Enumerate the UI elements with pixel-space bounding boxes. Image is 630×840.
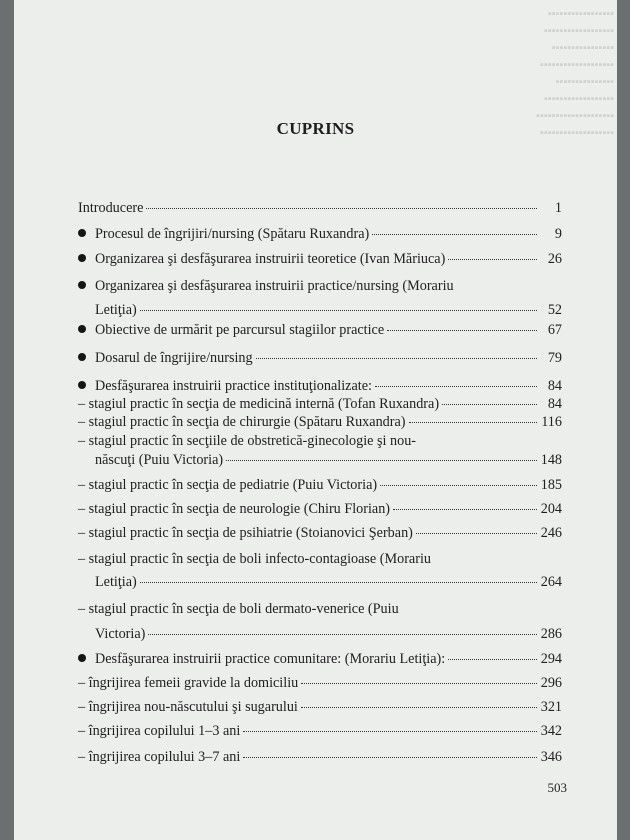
toc-entry: [78, 413, 562, 431]
entry-title-continued: Letiţia): [95, 574, 137, 590]
entry-title: – îngrijirea copilului 3–7 ani: [78, 749, 241, 765]
toc-entry: [78, 698, 562, 716]
toc-entry-introducere: [78, 199, 562, 217]
toc-entry: [78, 377, 562, 395]
dot-leader: [146, 208, 537, 209]
toc-entry: [78, 321, 562, 339]
book-page: [14, 0, 617, 840]
entry-title: Desfăşurarea instruirii practice comunitare: (Morariu Letiţia):: [95, 651, 446, 667]
entry-title: – îngrijirea femeii gravide la domiciliu: [78, 675, 299, 691]
entry-title: – stagiul practic în secţia de psihiatrie (Stoianovici Şerban): [78, 525, 413, 541]
toc-entry: [78, 500, 562, 518]
show-through-text: ▪▪▪▪▪▪▪▪▪▪▪▪▪▪▪▪▪ ▪▪▪▪▪▪▪▪▪▪▪▪▪▪▪▪▪▪ ▪▪▪▪▪▪▪▪▪▪▪▪▪▪▪▪ ▪▪▪▪▪▪▪▪▪▪▪▪▪▪▪▪▪▪▪ ▪▪▪▪▪▪▪▪▪▪▪▪▪▪▪ ▪▪▪▪▪▪▪▪▪▪▪▪▪▪▪▪▪▪ ▪▪▪▪▪▪▪▪▪▪▪▪▪▪▪▪▪▪▪▪ ▪▪▪▪▪▪▪▪▪▪▪▪▪▪▪▪▪▪▪: [536, 8, 614, 139]
toc-entry: [78, 432, 562, 469]
entry-page-number: 52: [547, 302, 562, 318]
toc-entry: [78, 722, 562, 740]
toc-entry: [78, 650, 562, 668]
bullet-icon: [78, 254, 86, 262]
entry-title-continued: Victoria): [95, 626, 146, 642]
dot-leader: [256, 358, 537, 359]
dot-leader: [148, 634, 537, 635]
dot-leader: [393, 509, 537, 510]
bullet-icon: [78, 229, 86, 237]
dot-leader: [380, 485, 537, 486]
entry-page-number: 84: [547, 378, 562, 394]
dot-leader: [140, 310, 537, 311]
bullet-icon: [78, 654, 86, 662]
dot-leader: [372, 234, 537, 235]
entry-page-number: 346: [540, 749, 562, 765]
entry-title: Obiective de urmărit pe parcursul stagiilor practice: [95, 322, 385, 338]
dot-leader: [140, 582, 537, 583]
entry-title: – stagiul practic în secţia de medicină internă (Tofan Ruxandra): [78, 396, 440, 412]
entry-title-continued: născuţi (Puiu Victoria): [95, 452, 224, 468]
entry-page-number: 84: [547, 396, 562, 412]
bullet-icon: [78, 381, 86, 389]
dot-leader: [375, 386, 537, 387]
dot-leader: [448, 659, 537, 660]
entry-title: Introducere: [78, 200, 144, 216]
entry-page-number: 294: [540, 651, 562, 667]
entry-title: Organizarea şi desfăşurarea instruirii practice/nursing (Morariu: [95, 278, 454, 294]
entry-page-number: 321: [540, 699, 562, 715]
entry-title: – stagiul practic în secţia de boli infecto-contagioase (Morariu: [78, 551, 431, 567]
entry-page-number: 264: [540, 574, 562, 590]
page-title: CUPRINS: [276, 119, 355, 138]
entry-title-continued: Letiţia): [95, 302, 137, 318]
bullet-icon: [78, 281, 86, 289]
entry-title: – stagiul practic în secţia de chirurgie (Spătaru Ruxandra): [78, 414, 406, 430]
toc-entry: [78, 349, 562, 367]
entry-title: – îngrijirea copilului 1–3 ani: [78, 723, 241, 739]
toc-entry: [78, 674, 562, 692]
toc-entry: [78, 250, 562, 268]
dot-leader: [416, 533, 537, 534]
toc-entry: [78, 600, 562, 643]
entry-page-number: 286: [540, 626, 562, 642]
toc-entry: [78, 476, 562, 494]
page-number: 503: [547, 780, 567, 795]
entry-page-number: 342: [540, 723, 562, 739]
entry-title: – stagiul practic în secţiile de obstretică-ginecologie şi nou-: [78, 433, 417, 449]
entry-page-number: 204: [540, 501, 562, 517]
entry-title: – stagiul practic în secţia de boli dermato-venerice (Puiu: [78, 601, 399, 617]
entry-title: – îngrijirea nou-născutului şi sugarului: [78, 699, 298, 715]
entry-page-number: 79: [547, 350, 562, 366]
dot-leader: [243, 757, 537, 758]
bullet-icon: [78, 325, 86, 333]
entry-title: Procesul de îngrijiri/nursing (Spătaru Ruxandra): [95, 226, 370, 242]
entry-title: Dosarul de îngrijire/nursing: [95, 350, 253, 366]
entry-title: – stagiul practic în secţia de neurologie (Chiru Florian): [78, 501, 391, 517]
toc-entry: [78, 395, 562, 413]
dot-leader: [243, 731, 537, 732]
entry-title: Organizarea şi desfăşurarea instruirii teoretice (Ivan Măriuca): [95, 251, 446, 267]
entry-page-number: 148: [540, 452, 562, 468]
entry-title: Desfăşurarea instruirii practice instituţionalizate:: [95, 378, 372, 394]
entry-page-number: 246: [540, 525, 562, 541]
dot-leader: [301, 683, 537, 684]
dot-leader: [387, 330, 537, 331]
dot-leader: [226, 460, 537, 461]
entry-page-number: 26: [547, 251, 562, 267]
toc-entry: [78, 277, 562, 319]
entry-title: – stagiul practic în secţia de pediatrie (Puiu Victoria): [78, 477, 378, 493]
toc-entry: [78, 748, 562, 766]
toc-entry: [78, 524, 562, 542]
dot-leader: [301, 707, 537, 708]
bullet-icon: [78, 353, 86, 361]
entry-page-number: 67: [547, 322, 562, 338]
entry-page-number: 1: [554, 200, 562, 216]
entry-page-number: 116: [541, 414, 562, 430]
entry-page-number: 296: [540, 675, 562, 691]
dot-leader: [409, 422, 537, 423]
dot-leader: [442, 404, 537, 405]
entry-page-number: 185: [540, 477, 562, 493]
toc-entry: [78, 550, 562, 591]
toc-entry: [78, 225, 562, 243]
entry-page-number: 9: [554, 226, 562, 242]
dot-leader: [448, 259, 537, 260]
